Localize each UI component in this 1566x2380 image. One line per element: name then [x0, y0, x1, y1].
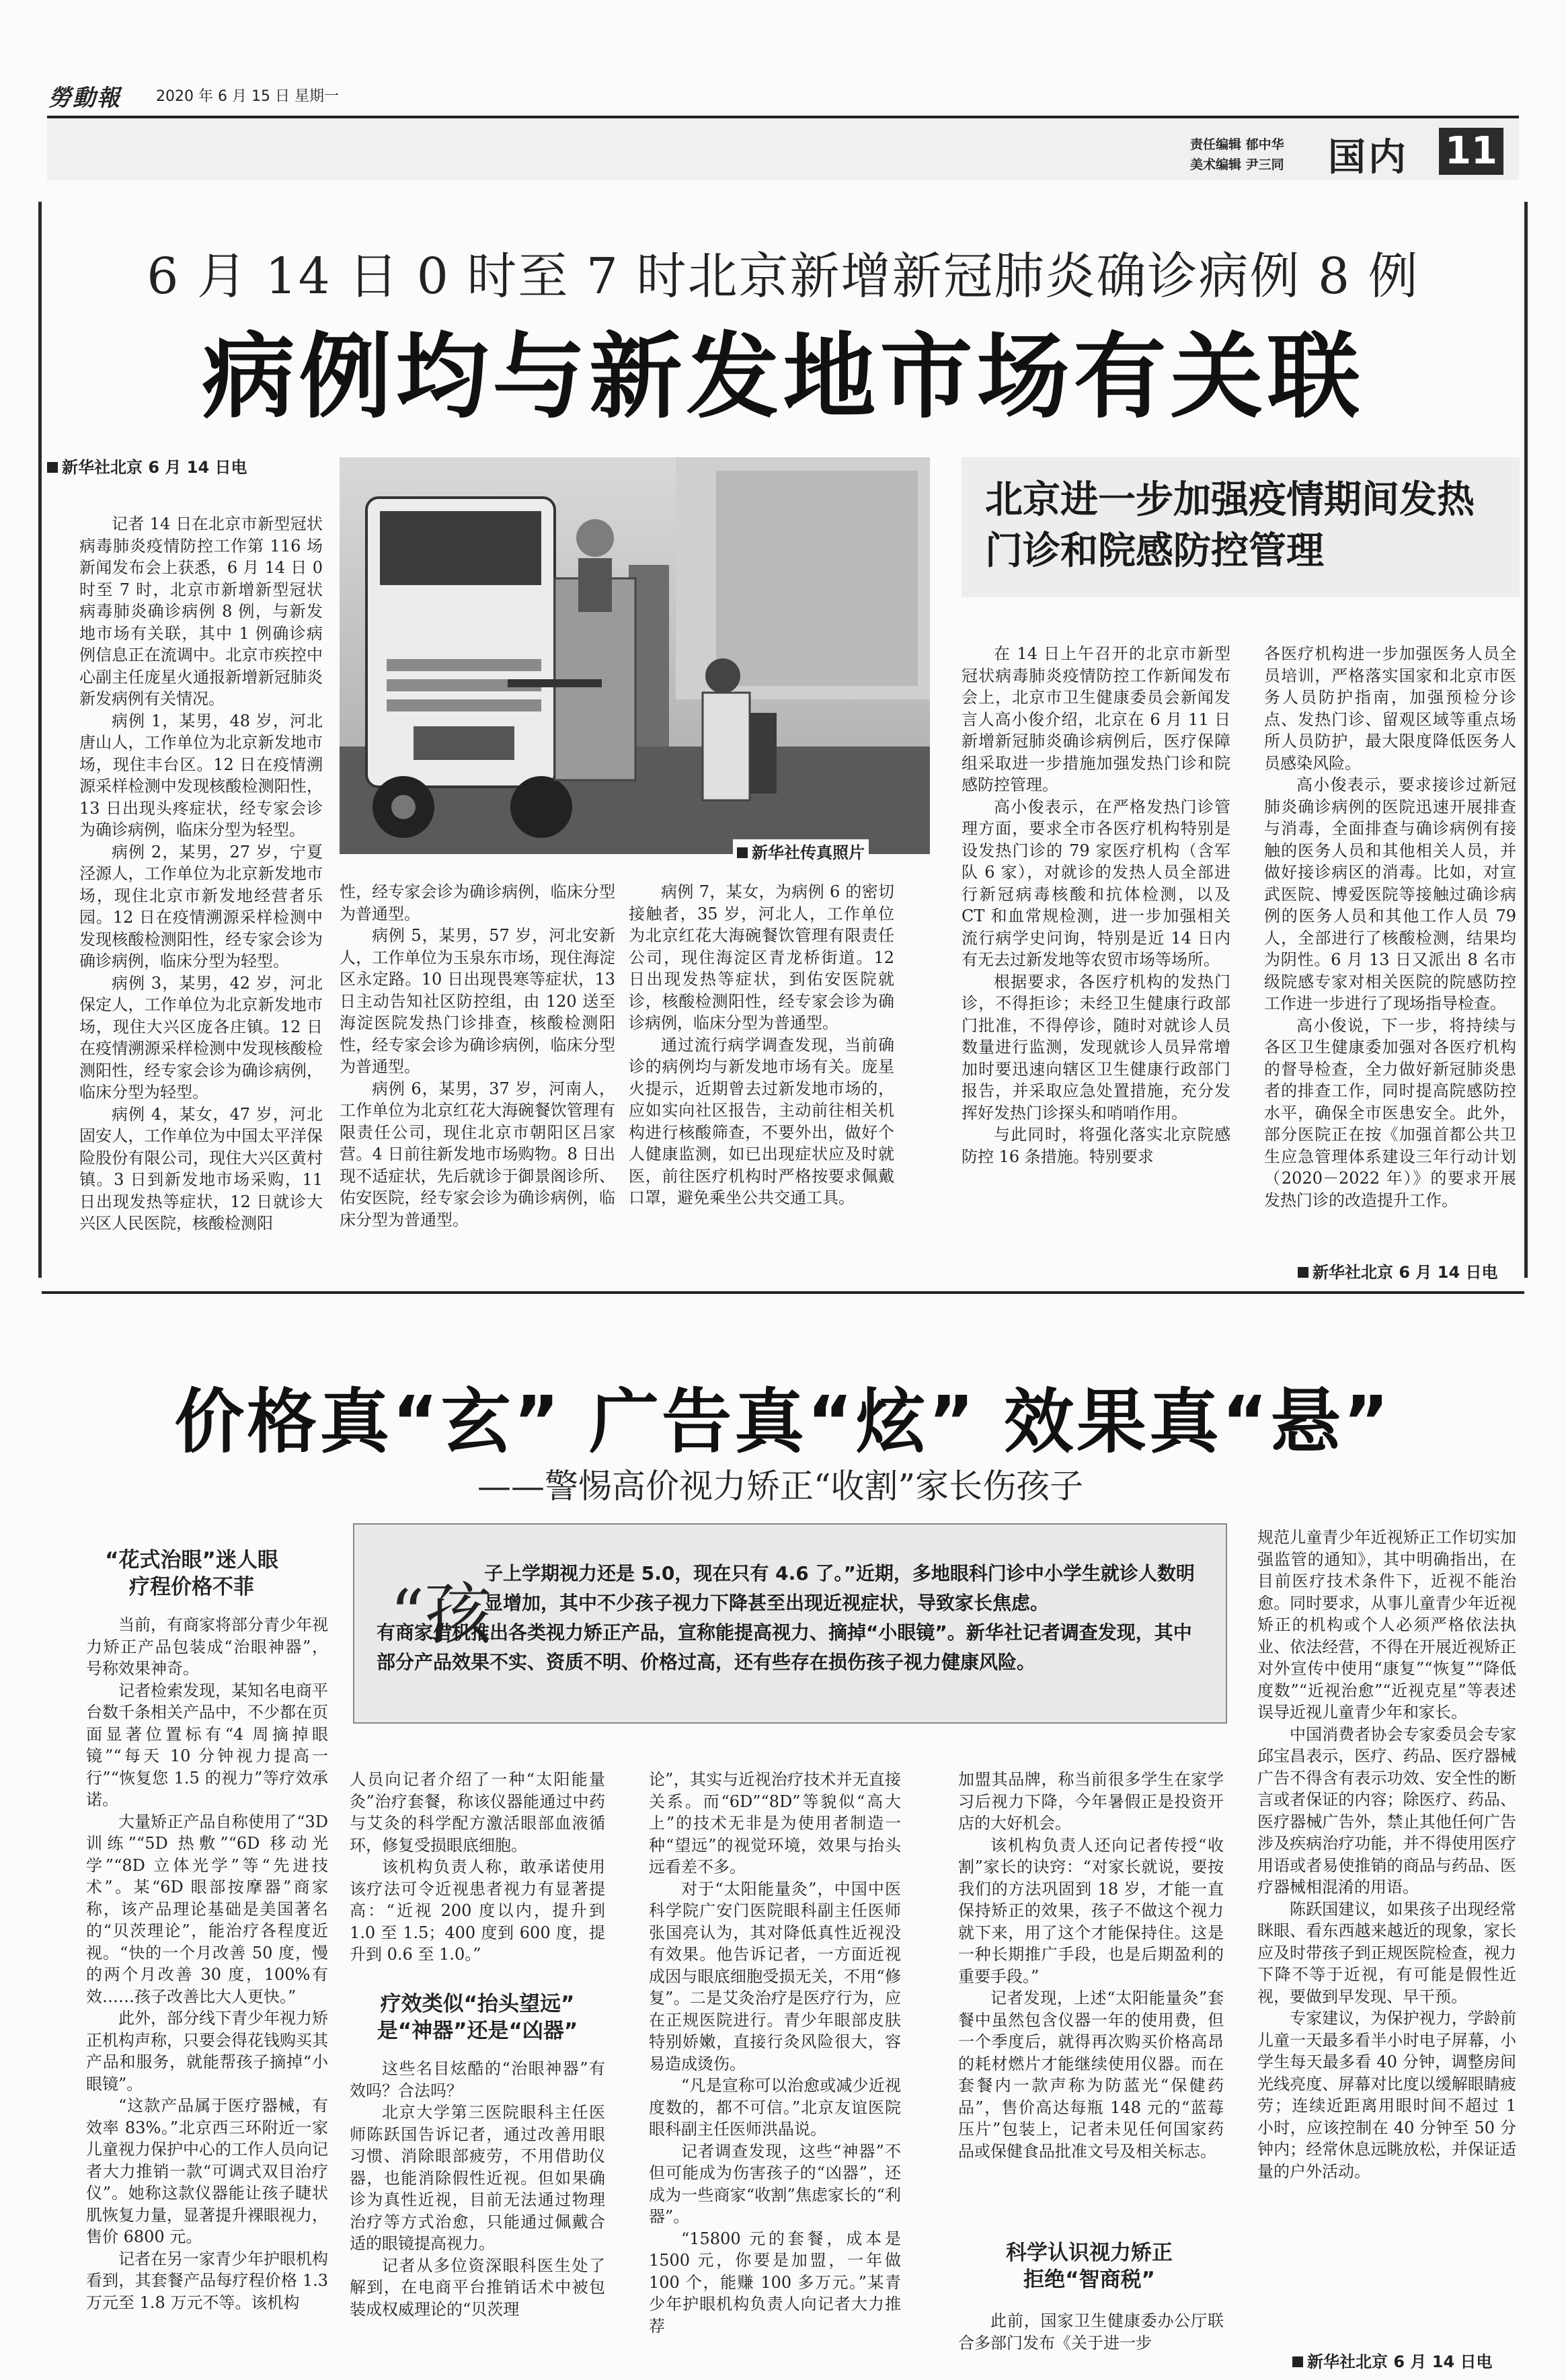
paragraph: 中国消费者协会专家委员会专家邱宝昌表示，医疗、药品、医疗器械广告不得含有表示功效、安全性的断言或者保证的内容；除医疗、药品、医疗器械广告外，禁止其他任何广告涉及疾病治疗功能，并不得使用医疗用语或者易使推销的商品与药品、医疗器械相混淆的用语。: [1257, 1724, 1516, 1896]
paragraph: 通过流行病学调查发现，当前确诊的病例均与新发地市场有关。庞星火提示，近期曾去过新发地市场的，应如实向社区报告，主动前往相关机构进行核酸筛查，不要外出，做好个人健康监测，如已出现症状应及时就医，前往医疗机构时严格按要求佩戴口罩，避免乘坐公共交通工具。: [629, 1035, 894, 1207]
news-photo-truck-disinfection: [340, 457, 930, 854]
paragraph: 对于“太阳能量灸”，中国中医科学院广安门医院眼科副主任医师张国亮认为，其对降低真性近视没有效果。他告诉记者，一方面近视成因与眼底细胞受损无关，不用“修复”。二是艾灸治疗是医疗行为，应在正规医院进行。青少年眼部皮肤特别娇嫩，直接行灸风险很大，容易造成烫伤。: [649, 1879, 901, 2073]
paragraph: 记者调查发现，这些“神器”不但可能成为伤害孩子的“凶器”，还成为一些商家“收割”焦虑家长的“利器”。: [649, 2141, 901, 2226]
page-number: 11: [1439, 128, 1503, 175]
lead-paragraph-2: 有商家借机推出各类视力矫正产品，宣称能提高视力、摘掉“小眼镜”。新华社记者调查发现，其中部分产品效果不实、资质不明、价格过高，还有些存在损伤孩子视力健康风险。: [377, 1621, 1192, 1673]
paragraph: 人员向记者介绍了一种“太阳能量灸”治疗套餐，称该仪器能通过中药与艾灸的科学配方激活眼部血液循环，修复受损眼底细胞。: [350, 1770, 605, 1855]
paragraph: 记者在另一家青少年护眼机构看到，其套餐产品每疗程价格 1.3 万元至 1.8 万元不等。该机构: [86, 2249, 328, 2312]
paragraph: “凡是宣称可以治愈或减少近视度数的，都不可信。”北京友谊医院眼科副主任医师洪晶说。: [649, 2076, 901, 2139]
paragraph: 这些名目炫酷的“治眼神器”有效吗？合法吗？: [350, 2059, 605, 2100]
paragraph: 专家建议，为保护视力，学龄前儿童一天最多看半小时电子屏幕，小学生每天最多看 40 分钟，调整房间光线亮度、屏幕对比度以缓解眼睛疲劳；连续近距离用眼时间不超过 1 小时，应该控制在 40 分钟至 50 分钟内；经常休息远眺放松，并保证适量的户外活动。: [1257, 2009, 1516, 2181]
story3-column-1: [86, 1614, 328, 2313]
photo-credit: 新华社传真照片: [737, 843, 865, 862]
masthead-logo: 勞動報: [48, 85, 121, 112]
paragraph: 大量矫正产品自称使用了“3D 训练”“5D 热敷”“6D 移动光学”“8D 立体光学”等“先进技术”。某“6D 眼部按摩器”商家称，该产品理论基础是美国著名的“贝茨理论”，能治疗各程度近视。“快的一个月改善 50 度，慢的两个月改善 30 度，100%有效……孩子改善比大人更快。”: [86, 1812, 328, 2006]
paragraph: 该机构负责人称，敢承诺使用该疗法可令近视患者视力有显著提高：“近视 200 度以内，提升到 1.0 至 1.5；400 度到 600 度，提升到 0.6 至 1.0。”: [350, 1857, 605, 1964]
lead-paragraph-1: 子上学期视力还是 5.0，现在只有 4.6 了。”近期，多地眼科门诊中小学生就诊人数明显增加，其中不少孩子视力下降甚至出现近视症状，导致家长焦虑。: [484, 1562, 1195, 1614]
paragraph: 病例 1，某男，48 岁，河北唐山人，工作单位为北京新发地市场，现住丰台区。12 日在疫情溯源采样检测中发现核酸检测阳性，13 日出现头疼症状，经专家会诊为确诊病例，临床分型为轻型。: [79, 711, 323, 839]
story2-credit: 新华社北京 6 月 14 日电: [1298, 1259, 1498, 1282]
paragraph: 陈跃国建议，如果孩子出现经常眯眼、看东西越来越近的现象，家长应及时带孩子到正规医院检查，视力下降不等于近视，有可能是假性近视，要做到早发现、早干预。: [1257, 1899, 1516, 2006]
story1-column-3: [629, 881, 894, 1209]
paragraph: 与此同时，将强化落实北京院感防控 16 条措施。特别要求: [962, 1125, 1230, 1166]
art-editor-line: 美术编辑 尹三同: [1190, 157, 1284, 172]
paragraph: 病例 6，某男，37 岁，河南人，工作单位为北京红花大海碗餐饮管理有限责任公司，现住北京市朝阳区吕家营。4 日前往新发地市场购物。8 日出现不适症状，先后就诊于御景阁诊所、佑安医院，经专家会诊为确诊病例，临床分型为普通型。: [340, 1079, 615, 1229]
paragraph: 此外，部分线下青少年视力矫正机构声称，只要会得花钱购买其产品和服务，就能帮孩子摘掉“小眼镜”。: [86, 2009, 328, 2094]
story2-column-1: [962, 643, 1230, 1167]
story3-kicker: ——警惕高价视力矫正“收割”家长伤孩子: [477, 1467, 1084, 1506]
paragraph: “15800 元的套餐，成本是 1500 元，你要是加盟，一年做 100 个，能赚 100 多万元。”某青少年护眼机构负责人向记者大力推荐: [649, 2229, 901, 2336]
paragraph: 高小俊表示，在严格发热门诊管理方面，要求全市各医疗机构特别是设发热门诊的 79 家医疗机构（含军队 6 家），对就诊的发热人员全部进行新冠病毒核酸和抗体检测，以及 CT 和血常规检测，进一步加强相关流行病学史问询，特别是近 14 日内有无去过新发地等农贸市场等场所。: [962, 797, 1230, 969]
photo-caption: [733, 839, 869, 863]
subhead-line: 是“神器”还是“凶器”: [377, 2019, 578, 2043]
story3-column-4: [958, 1769, 1224, 2162]
story3-column-4b: [958, 2310, 1224, 2354]
paragraph: 各医疗机构进一步加强医务人员全员培训，严格落实国家和北京市医务人员防护指南，加强预检分诊点、发热门诊、留观区域等重点场所人员防护，最大限度降低医务人员感染风险。: [1264, 644, 1516, 773]
paragraph: 加盟其品牌，称当前很多学生在家学习后视力下降，今年暑假正是投资开店的大好机会。: [958, 1770, 1224, 1833]
paragraph: 记者 14 日在北京市新型冠状病毒肺炎疫情防控工作第 116 场新闻发布会上获悉，6 月 14 日 0 时至 7 时，北京市新增新型冠状病毒肺炎确诊病例 8 例，与新发地市场有关联，其中 1 例确诊病例信息正在流调中。北京市疾控中心副主任庞星火通报新增新冠肺炎新发病例有关情况。: [79, 514, 323, 708]
paragraph: 在 14 日上午召开的北京市新型冠状病毒肺炎疫情防控工作新闻发布会上，北京市卫生健康委员会新闻发言人高小俊介绍，北京在 6 月 11 日新增新冠肺炎确诊病例后，医疗保障组采取进一步措施加强发热门诊和院感防控管理。: [962, 644, 1230, 794]
paragraph: 病例 5，某男，57 岁，河北安新人，工作单位为玉泉东市场，现住海淀区永定路。10 日出现畏寒等症状，13 日主动告知社区防控组，由 120 送至海淀医院发热门诊排查，核酸检测阳性，经专家会诊为确诊病例，临床分型为普通型。: [340, 926, 615, 1076]
issue-date: 2020 年 6 月 15 日 星期一: [156, 88, 339, 105]
story3-subhead-2: [350, 1991, 605, 2044]
section-divider: [42, 1291, 1524, 1294]
paragraph: 记者从多位资深眼科医生处了解到，在电商平台推销话术中被包装成权威理论的“贝茨理: [350, 2256, 605, 2319]
page-header-bar: [47, 116, 1519, 180]
story1-column-1: [79, 513, 323, 1235]
paragraph: 记者检索发现，某知名电商平台数千条相关产品中，不少都在页面显著位置标有“4 周摘掉眼镜”“每天 10 分钟视力提高一行”“恢复您 1.5 的视力”等疗效承诺。: [86, 1681, 328, 1809]
subhead-line: 拒绝“智商税”: [1023, 2268, 1155, 2292]
subhead-line: 疗程价格不菲: [129, 1575, 254, 1599]
paragraph: 病例 3，某男，42 岁，河北保定人，工作单位为北京新发地市场，现住大兴区庞各庄镇。12 日在疫情溯源采样检测中发现核酸检测阳性，经专家会诊为确诊病例，临床分型为轻型。: [79, 973, 323, 1102]
paragraph: 北京大学第三医院眼科主任医师陈跃国告诉记者，通过改善用眼习惯、消除眼部疲劳，不用借助仪器，也能消除假性近视。但如果确诊为真性近视，目前无法通过物理治疗等方式治愈，只能通过佩戴合适的眼镜提高视力。: [350, 2103, 605, 2253]
paragraph: 性，经专家会诊为确诊病例，临床分型为普通型。: [340, 882, 615, 923]
subhead-line: 科学认识视力矫正: [1006, 2241, 1173, 2265]
paragraph: “这款产品属于医疗器械，有效率 83%。”北京西三环附近一家儿童视力保护中心的工作人员向记者大力推销一款“可调式双目治疗仪”。她称这款仪器能让孩子睫状肌恢复力量，显著提升裸眼视力，售价 6800 元。: [86, 2096, 328, 2246]
story2-column-2: [1264, 643, 1516, 1211]
story1-headline: 病例均与新发地市场有关联: [202, 323, 1364, 431]
subhead-line: “花式治眼”迷人眼: [105, 1548, 278, 1572]
story3-column-2b: [350, 2058, 605, 2320]
paragraph: 病例 7，某女，为病例 6 的密切接触者，35 岁，河北人，工作单位为北京红花大海碗餐饮管理有限责任公司，现住海淀区青龙桥街道。12 日出现发热等症状，到佑安医院就诊，核酸检测阳性，经专家会诊为确诊病例，临床分型为普通型。: [629, 882, 894, 1032]
subhead-line: 疗效类似“抬头望远”: [380, 1992, 575, 2016]
paragraph: 当前，有商家将部分青少年视力矫正产品包装成“治眼神器”，号称效果神奇。: [86, 1615, 328, 1678]
paragraph: 规范儿童青少年近视矫正工作切实加强监管的通知》，其中明确指出，在目前医疗技术条件下，近视不能治愈。同时要求，从事儿童青少年近视矫正的机构或个人必须严格依法执业、依法经营，不得在开展近视矫正对外宣传中使用“康复”“恢复”“降低度数”“近视治愈”“近视克星”等表述误导近视儿童青少年和家长。: [1257, 1528, 1516, 1722]
story3-subhead-1: [57, 1547, 326, 1601]
story3-credit: 新华社北京 6 月 14 日电: [1292, 2348, 1493, 2372]
story3-column-3: [649, 1769, 901, 2337]
story3-subhead-3: [962, 2239, 1217, 2293]
paragraph: 病例 4，某女，47 岁，河北固安人，工作单位为中国太平洋保险股份有限公司，现住大兴区黄村镇。3 日到新发地市场采购，11 日出现发热等症状，12 日就诊大兴区人民医院，核酸检测阳: [79, 1104, 323, 1233]
section-name: 国内: [1328, 135, 1409, 180]
editor-line: 责任编辑 郁中华: [1190, 137, 1284, 152]
paragraph: 病例 2，某男，27 岁，宁夏泾源人，工作单位为北京新发地市场，现住北京市新发地经营者乐园。12 日在疫情溯源采样检测中发现核酸检测阳性，经专家会诊为确诊病例，临床分型为轻型。: [79, 842, 323, 970]
lead-drop-cap: “孩: [390, 1575, 492, 1654]
paragraph: 高小俊表示，要求接诊过新冠肺炎确诊病例的医院迅速开展排查与消毒，全面排查与确诊病例有接触的医务人员和其他相关人员，并做好接诊病区的消毒。比如，对宣武医院、博爱医院等接触过确诊病例的医务人员和其他工作人员 79 人，全部进行了核酸检测，结果均为阴性。6 月 13 日又派出 8 名市级院感专家对相关医院的院感防控工作进一步进行了现场指导检查。: [1264, 775, 1516, 1013]
story1-kicker: 6 月 14 日 0 时至 7 时北京新增新冠肺炎确诊病例 8 例: [147, 247, 1419, 305]
paragraph: 高小俊说，下一步，将持续与各区卫生健康委加强对各医疗机构的督导检查，全力做好新冠肺炎患者的排查工作，同时提高院感防控水平，确保全市医患安全。此外，部分医院正在按《加强首都公共卫生应急管理体系建设三年行动计划（2020－2022 年）》的要求开展发热门诊的改造提升工作。: [1264, 1015, 1516, 1210]
story2-headline: 北京进一步加强疫情期间发热门诊和院感防控管理: [985, 478, 1475, 573]
story1-credit: 新华社北京 6 月 14 日电: [47, 454, 247, 477]
story3-column-2: [350, 1769, 605, 1966]
story3-headline: 价格真“玄” 广告真“炫” 效果真“悬”: [174, 1381, 1392, 1463]
paragraph: 根据要求，各医疗机构的发热门诊，不得拒诊；未经卫生健康行政部门批准，不得停诊，随时对就诊人员数量进行监测，发现就诊人员异常增加时要迅速向辖区卫生健康行政部门报告，并采取应急处置措施，充分发挥好发热门诊探头和哨哨作用。: [962, 972, 1230, 1122]
photo-image: [340, 457, 930, 854]
story1-column-2: [340, 881, 615, 1231]
paragraph: 论”，其实与近视治疗技术并无直接关系。而“6D”“8D”等貌似“高大上”的技术无非是为使用者制造一种“望远”的视觉环境，效果与抬头远看差不多。: [649, 1770, 901, 1876]
editor-credits: [1190, 135, 1284, 175]
paragraph: 该机构负责人还向记者传授“收割”家长的诀窍：“对家长就说，要按我们的方法巩固到 18 岁，才能一直保持矫正的效果，孩子不做这个视力就下来，用了这个才能保持住。这是一种长期推广手段，也是后期盈利的重要手段。”: [958, 1835, 1224, 1986]
story3-column-5: [1257, 1527, 1516, 2182]
paragraph: 记者发现，上述“太阳能量灸”套餐中虽然包含仪器一年的使用费，但一个季度后，就得再次购买价格高昂的耗材燃片才能继续使用仪器。而在套餐内一款声称为防蓝光“保健药品”，售价高达每瓶 148 元的“蓝莓压片”包装上，记者未见任何国家药品或保健食品批准文号及相关标志。: [958, 1989, 1224, 2161]
paragraph: 此前，国家卫生健康委办公厅联合多部门发布《关于进一步: [958, 2311, 1224, 2352]
